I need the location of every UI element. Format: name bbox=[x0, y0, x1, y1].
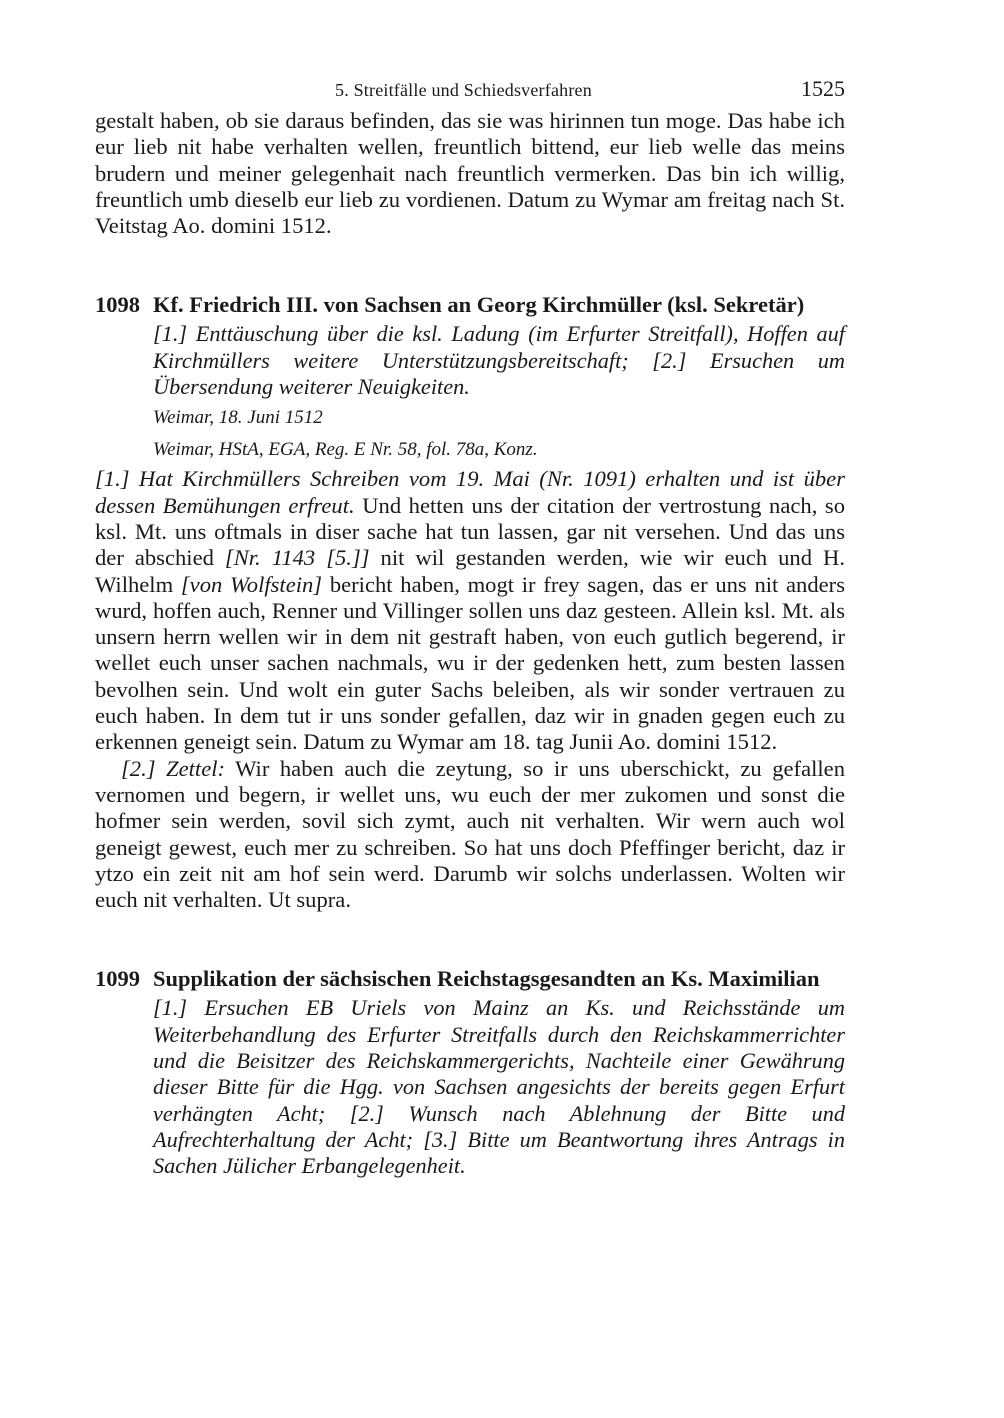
text-run: Und hetten uns der citation der vertrostung nach, so ksl. Mt. uns oftmals in diser sache hat tun lassen, gar nit versehen. Und das uns der abschied bbox=[95, 492, 846, 571]
running-header bbox=[95, 78, 845, 108]
document-number: 1098 bbox=[95, 292, 140, 318]
zettel-label: [2.] Zettel: bbox=[121, 755, 226, 781]
running-title: 5. Streitfälle und Schiedsverfahren bbox=[335, 80, 592, 100]
cross-reference: [Nr. 1143 [5.]] bbox=[224, 545, 370, 571]
place-date: Weimar, 18. Juni 1512 bbox=[153, 407, 323, 429]
text-run: bericht haben, mogt ir frey sagen, das er uns nit anders wurd, hoffen auch, Renner und Villinger sollen uns daz gesteen. Allein ksl. Mt. als unsern herrn wellen wir in dem nit gestraft haben, von euch gutlich begerend, ir wellet euch unser sachen nachmals, wu ir der gedenken hett, zum besten lassen bevolhen sein. Und wolt ein guter Sachs beleiben, als wir sonder vertrauen zu euch haben. In dem tut ir uns sonder gefallen, daz wir in gnaden gegen euch zu erkennen geneigt sein. Datum zu Wymar am 18. tag Junii Ao. domini 1512. bbox=[95, 571, 845, 755]
continuation-paragraph: gestalt haben, ob sie daraus befinden, das sie was hirinnen tun moge. Das habe ich eur lieb nit habe verhalten wellen, freuntlich bittend, eur lieb welle das meins brudern und meiner gelegenhait nach freuntlich vermerken. Das bin ich willig, freuntlich umb dieselb eur lieb zu vordienen. Datum zu Wymar am freitag nach St. Veitstag Ao. domini 1512. bbox=[95, 108, 845, 239]
source-reference: Weimar, HStA, EGA, Reg. E Nr. 58, fol. 78a, Konz. bbox=[153, 439, 538, 461]
document-number: 1099 bbox=[95, 966, 140, 992]
text-run: Wir haben auch die zeytung, so ir uns uberschickt, zu gefallen vernomen und begern, ir wellet uns, wu euch der mer zukomen und sonst die hofmer sein werden, sovil sich zymt, auch nit verhalten. Wir wern auch wol geneigt gewest, euch mer zu schreiben. So hat uns doch Pfeffinger bericht, daz ir ytzo ein zeit nit am hof sein werd. Darumb wir solchs underlassen. Wolten wir euch nit verhalten. Ut supra. bbox=[95, 755, 845, 913]
body-paragraph-1 bbox=[95, 466, 845, 755]
page-number: 1525 bbox=[801, 76, 845, 101]
document-heading-1098 bbox=[95, 291, 845, 319]
regest: [1.] Ersuchen EB Uriels von Mainz an Ks. und Reichsstände um Weiterbehandlung des Erfurter Streitfalls durch den Reichskammerrichter und die Beisitzer des Reichskammergerichts, Nachteile einer Gewährung dieser Bitte für die Hgg. von Sachsen angesichts der bereits gegen Erfurt verhängten Acht; [2.] Wunsch nach Ablehnung der Bitte und Aufrechterhaltung der Acht; [3.] Bitte um Beantwortung ihres Antrags in Sachen Jülicher Erbangelegenheit. bbox=[153, 995, 845, 1179]
summary-italic: [1.] Hat Kirchmüllers Schreiben vom 19. Mai (Nr. 1091) erhalten und ist über dessen Bemühungen erfreut. bbox=[95, 466, 845, 518]
document-title: Supplikation der sächsischen Reichstagsgesandten an Ks. Maximilian bbox=[153, 966, 820, 992]
document-heading-1099 bbox=[95, 965, 845, 993]
body-paragraph-2 bbox=[95, 756, 845, 914]
page bbox=[95, 78, 845, 1180]
regest: [1.] Enttäuschung über die ksl. Ladung (im Erfurter Streitfall), Hoffen auf Kirchmüllers weitere Unterstützungsbereitschaft; [2.] Ersuchen um Übersendung weiterer Neuigkeiten. bbox=[153, 321, 845, 400]
document-title: Kf. Friedrich III. von Sachsen an Georg Kirchmüller (ksl. Sekretär) bbox=[153, 292, 805, 318]
editorial-note: [von Wolfstein] bbox=[180, 571, 323, 597]
text-run: nit wil gestanden werden, wie wir euch und H. Wilhelm bbox=[95, 545, 845, 597]
